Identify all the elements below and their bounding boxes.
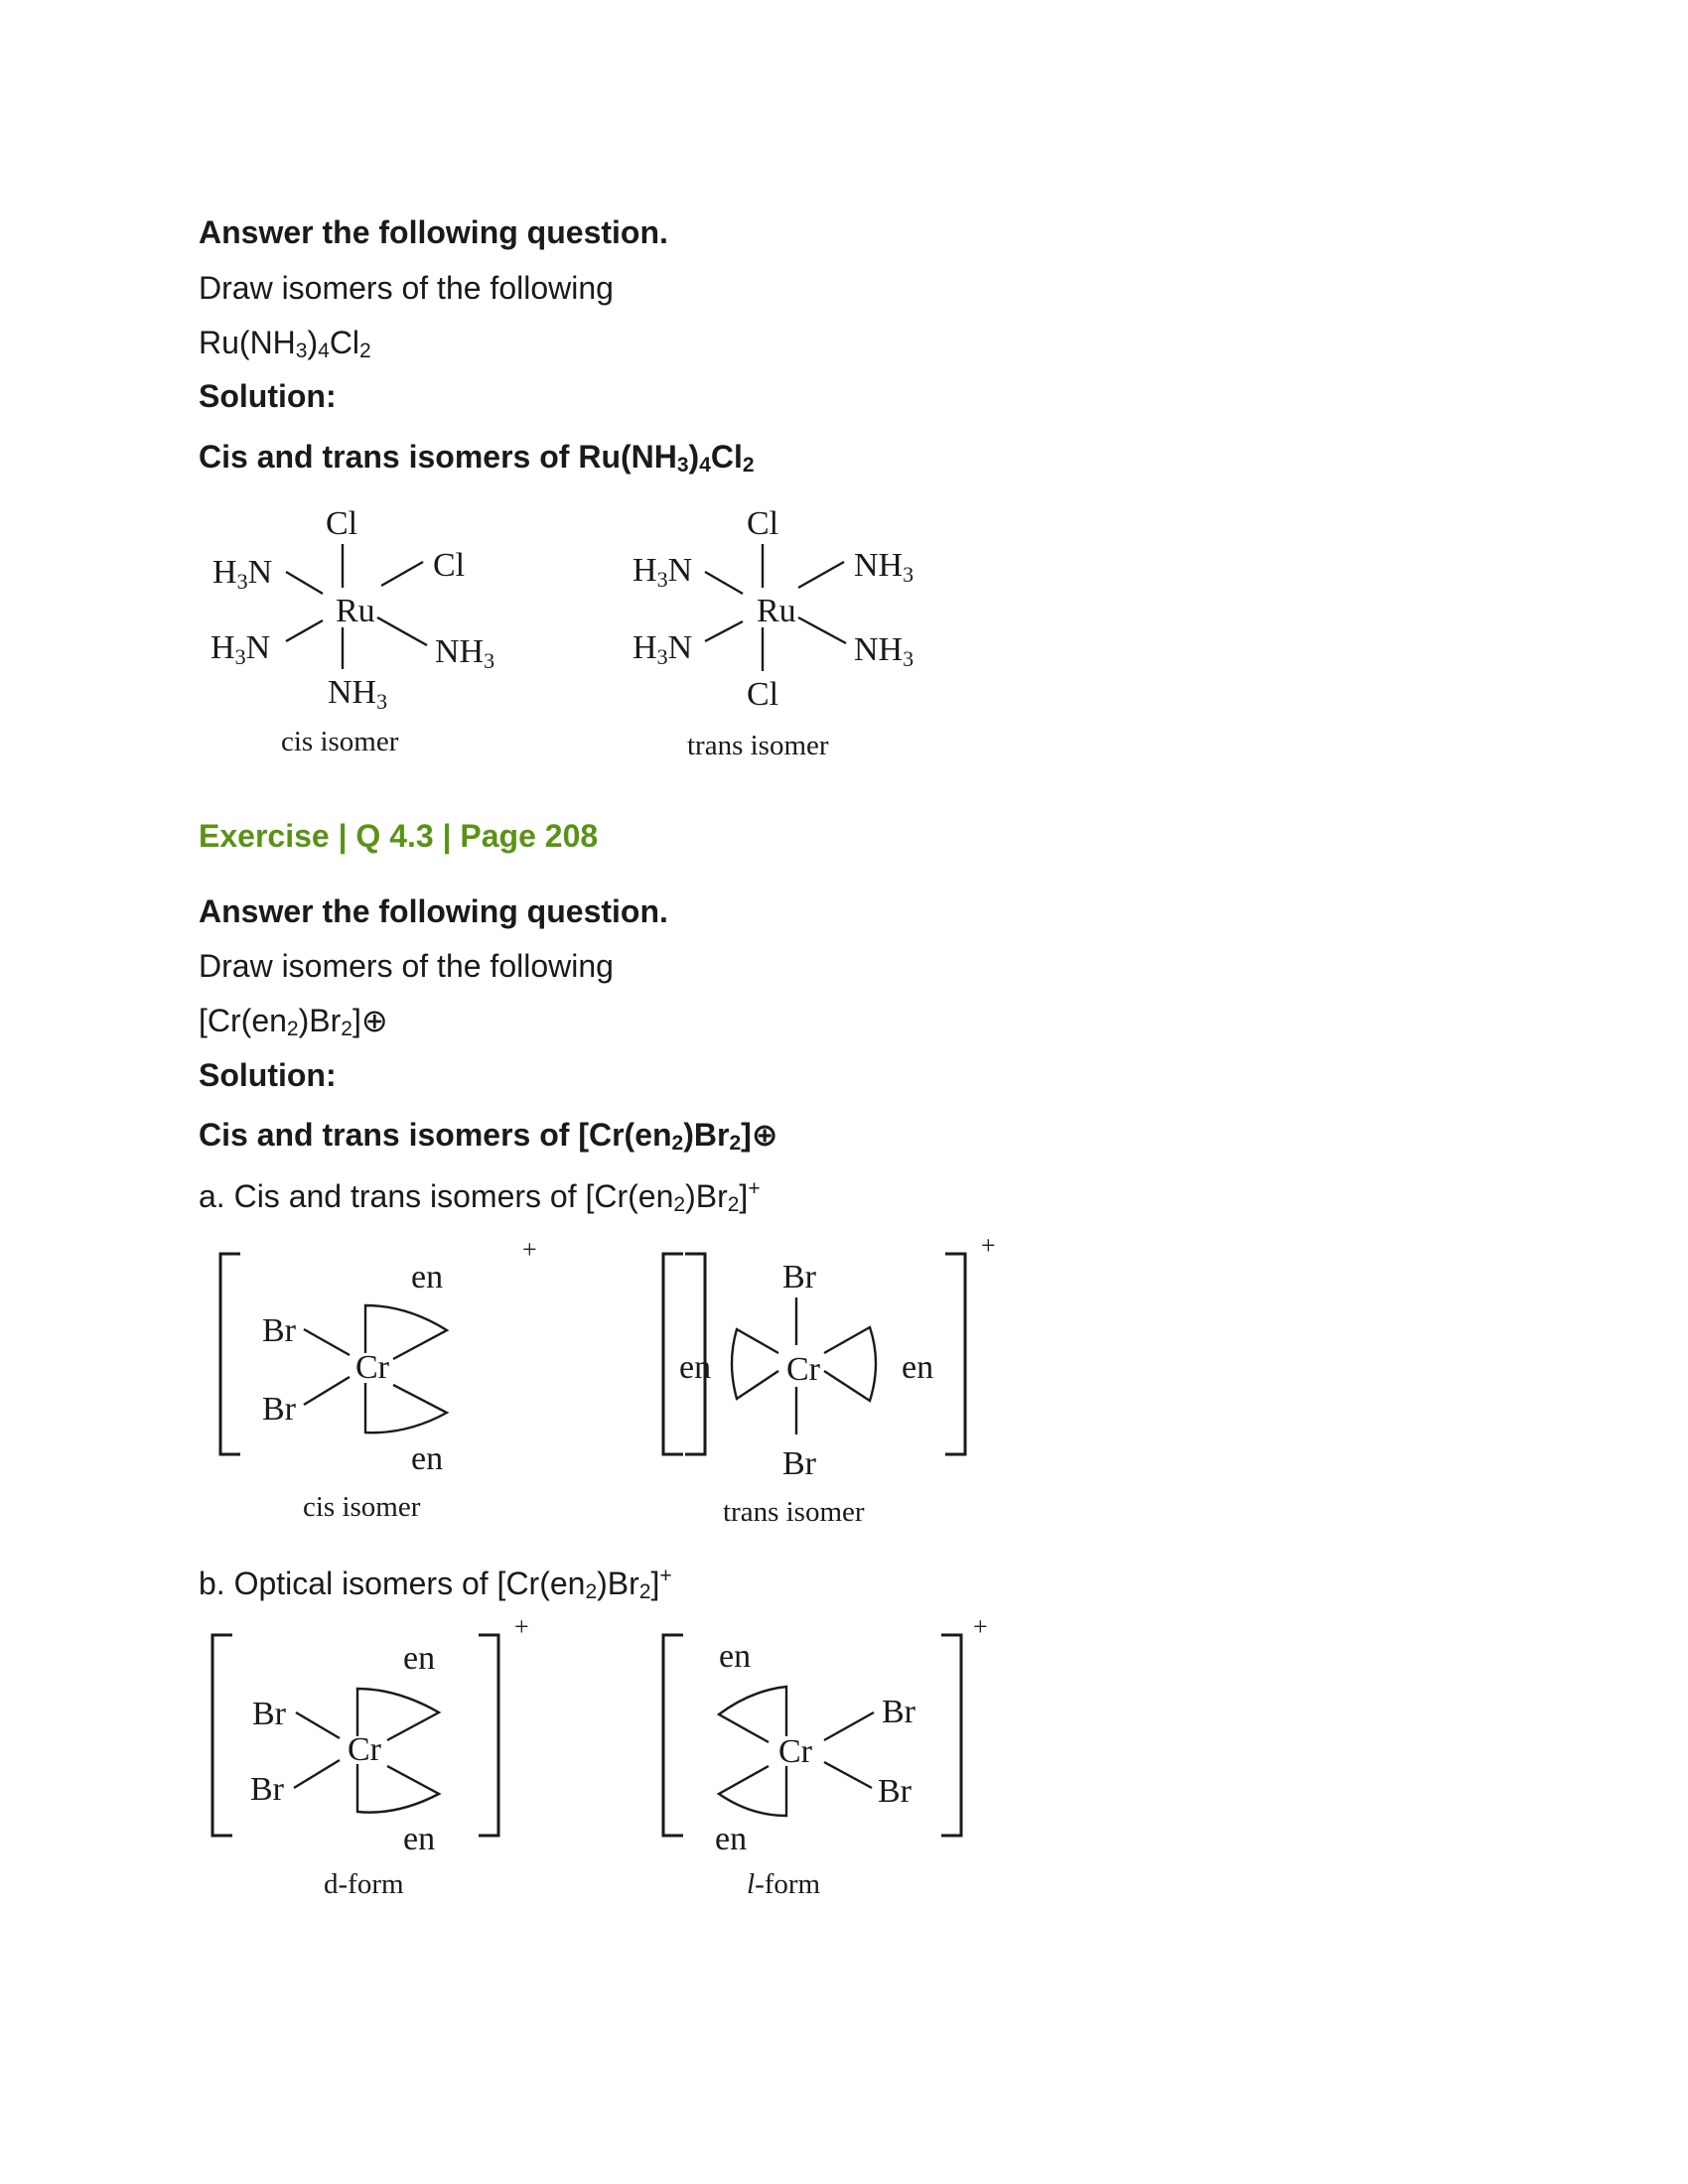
d-cr: Cr [348, 1731, 381, 1768]
trans-en-right: en [902, 1349, 934, 1386]
l-br-top: Br [882, 1694, 915, 1730]
q2-prompt: Draw isomers of the following [199, 948, 614, 984]
cis-br-bottom: Br [262, 1391, 296, 1428]
cis-right-lower-ligand: NH3 [435, 633, 495, 673]
cis-en-top: en [411, 1259, 444, 1296]
cr-cis-trans-figure [199, 1236, 1053, 1554]
cis-caption: cis isomer [281, 726, 399, 757]
d-en-top: en [403, 1640, 436, 1677]
trans-cr: Cr [786, 1351, 820, 1388]
d-br-top: Br [252, 1696, 286, 1732]
cr-cis-isomer [220, 1236, 705, 1523]
q2-solution-label: Solution: [199, 1057, 337, 1093]
q2-answer-title: Cis and trans isomers of [Cr(en2)Br2]⊕ [199, 1117, 778, 1155]
q2-part-b-label: b. Optical isomers of [Cr(en2)Br2]+ [199, 1565, 672, 1603]
q2-formula: [Cr(en2)Br2]⊕ [199, 1003, 388, 1040]
trans-caption: trans isomer [687, 730, 829, 761]
cis-cr: Cr [355, 1349, 389, 1386]
cis-bottom-ligand: NH3 [328, 674, 388, 714]
cr-d-form [212, 1613, 529, 1900]
ru-trans-isomer [633, 505, 914, 761]
q1-solution-label: Solution: [199, 378, 337, 414]
q1-answer-title: Cis and trans isomers of Ru(NH3)4Cl2 [199, 439, 755, 477]
cis-cr-caption: cis isomer [303, 1491, 421, 1523]
l-br-bottom: Br [878, 1773, 912, 1810]
q1-prompt: Draw isomers of the following [199, 270, 614, 306]
ru-isomers-figure [199, 496, 953, 774]
q2-heading: Answer the following question. [199, 893, 668, 929]
cis-left-upper-ligand: H3N [212, 554, 273, 594]
cis-metal: Ru [336, 593, 375, 629]
trans-br-top: Br [782, 1259, 816, 1296]
l-en-top: en [719, 1638, 752, 1675]
exercise-reference[interactable]: Exercise | Q 4.3 | Page 208 [199, 818, 599, 854]
trans-right-lower-ligand: NH3 [854, 631, 914, 671]
l-cr: Cr [778, 1733, 812, 1770]
q2-part-a-label: a. Cis and trans isomers of [Cr(en2)Br2]+ [199, 1177, 761, 1216]
trans-left-lower-ligand: H3N [633, 629, 693, 669]
trans-right-upper-ligand: NH3 [854, 547, 914, 587]
cr-l-form [663, 1613, 988, 1900]
d-en-bottom: en [403, 1821, 436, 1857]
d-br-bottom: Br [250, 1771, 284, 1808]
q1-formula: Ru(NH3)4Cl2 [199, 325, 371, 362]
l-caption: l-form [747, 1868, 821, 1900]
l-charge: + [973, 1613, 988, 1641]
cr-trans-isomer [663, 1236, 996, 1528]
cis-br-top: Br [262, 1312, 296, 1349]
trans-top-ligand: Cl [747, 505, 779, 542]
q1-heading: Answer the following question. [199, 214, 668, 250]
trans-charge: + [981, 1236, 996, 1260]
cis-left-lower-ligand: H3N [211, 629, 271, 669]
trans-en-left: en [679, 1349, 712, 1386]
trans-bottom-ligand: Cl [747, 676, 779, 713]
cis-right-upper-ligand: Cl [433, 547, 466, 584]
trans-br-bottom: Br [782, 1445, 816, 1482]
cis-en-bottom: en [411, 1440, 444, 1477]
l-en-bottom: en [715, 1821, 748, 1857]
d-charge: + [514, 1613, 529, 1641]
trans-metal: Ru [757, 593, 796, 629]
ru-cis-isomer [211, 505, 494, 757]
cis-top-ligand: Cl [326, 505, 358, 542]
cr-optical-figure [199, 1613, 1053, 1911]
trans-cr-caption: trans isomer [723, 1496, 865, 1528]
trans-left-upper-ligand: H3N [633, 552, 693, 592]
d-caption: d-form [324, 1868, 404, 1900]
cis-charge: + [522, 1236, 537, 1264]
